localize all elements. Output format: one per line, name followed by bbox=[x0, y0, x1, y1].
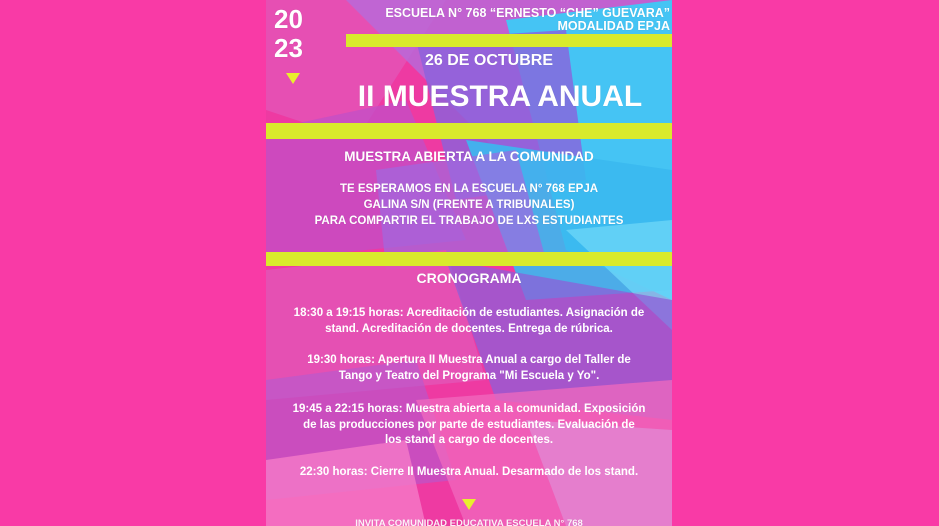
schedule-line: 19:45 a 22:15 horas: Muestra abierta a la comunidad. Exposición bbox=[292, 403, 646, 415]
accent-bar-top bbox=[346, 34, 672, 47]
accent-bar-lower bbox=[266, 252, 672, 266]
schedule-line: 19:30 horas: Apertura II Muestra Anual a cargo del Taller de bbox=[307, 354, 631, 366]
event-date: 26 DE OCTUBRE bbox=[424, 52, 554, 69]
schedule-item-4 bbox=[266, 465, 672, 481]
schedule-line: 18:30 a 19:15 horas: Acreditación de estudiantes. Asignación de bbox=[293, 307, 645, 319]
schedule-line: stand. Acreditación de docentes. Entrega de rúbrica. bbox=[325, 322, 613, 335]
open-community-label: MUESTRA ABIERTA A LA COMUNIDAD bbox=[344, 149, 594, 164]
school-name: ESCUELA N° 768 “ERNESTO “CHE” GUEVARA” bbox=[385, 6, 670, 20]
invite-line-1: TE ESPERAMOS EN LA ESCUELA N° 768 EPJA bbox=[339, 183, 599, 195]
schedule-title: CRONOGRAMA bbox=[416, 270, 522, 286]
footer-invite: INVITA COMUNIDAD EDUCATIVA ESCUELA N° 768 bbox=[355, 518, 583, 526]
down-arrow-icon bbox=[462, 499, 476, 510]
invite-line-3: PARA COMPARTIR EL TRABAJO DE LXS ESTUDIANTES bbox=[314, 215, 624, 227]
event-poster bbox=[266, 0, 672, 526]
invite-line-2: GALINA S/N (FRENTE A TRIBUNALES) bbox=[363, 199, 575, 211]
schedule-item-3 bbox=[266, 402, 672, 449]
schedule-line: de las producciones por parte de estudiantes. Evaluación de bbox=[303, 418, 635, 431]
schedule-item-1 bbox=[266, 306, 672, 337]
schedule-item-2 bbox=[266, 353, 672, 384]
modality: MODALIDAD EPJA bbox=[557, 19, 670, 33]
year-top: 20 bbox=[274, 4, 303, 34]
schedule-line: Tango y Teatro del Programa "Mi Escuela y Yo". bbox=[338, 369, 600, 382]
schedule-line: los stand a cargo de docentes. bbox=[384, 434, 554, 446]
down-arrow-icon bbox=[286, 73, 300, 84]
event-title: II MUESTRA ANUAL bbox=[357, 80, 643, 113]
year-bottom: 23 bbox=[274, 33, 303, 63]
accent-bar-middle bbox=[266, 123, 672, 139]
schedule-line: 22:30 horas: Cierre II Muestra Anual. Desarmado de los stand. bbox=[299, 466, 639, 478]
